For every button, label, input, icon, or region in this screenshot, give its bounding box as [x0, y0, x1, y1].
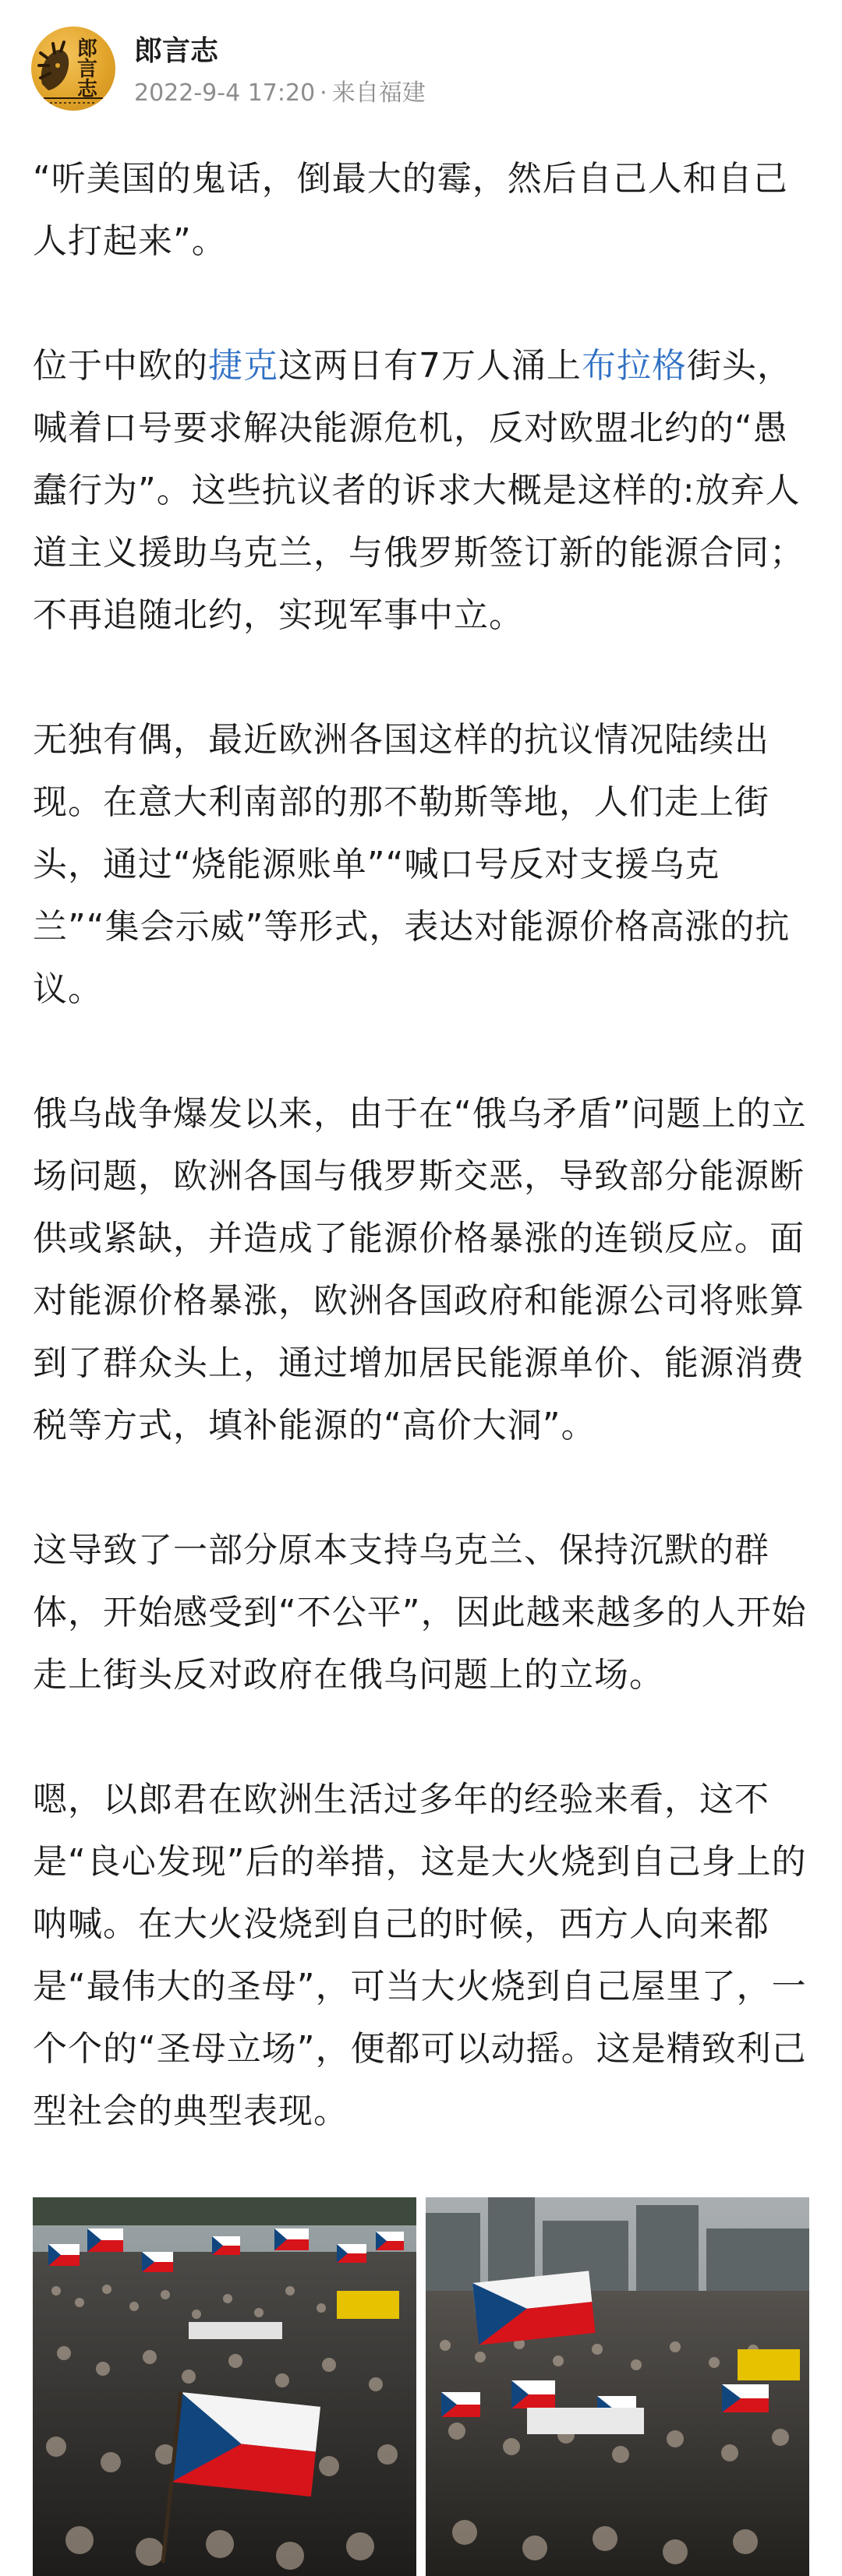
post-paragraph [33, 1769, 812, 2143]
post-paragraph [33, 1519, 812, 1706]
protest-photo-right[interactable] [426, 2197, 809, 2576]
post-paragraph [33, 335, 812, 647]
post-body [33, 148, 812, 2143]
author-name[interactable]: 郎言志 [134, 35, 219, 67]
post-timestamp: 2022-9-4 17:20 [134, 79, 316, 107]
paragraph-text: 俄乌战争爆发以来，由于在“俄乌矛盾”问题上的立场问题，欧洲各国与俄罗斯交恶，导致部分能源断供或紧缺，并造成了能源价格暴涨的连锁反应。面对能源价格暴涨，欧洲各国政府和能源公司将账算到了群众头上，通过增加居民能源单价、能源消费税等方式，填补能源的“高价大洞”。 [33, 1094, 807, 1445]
post-header [31, 26, 811, 118]
avatar[interactable] [31, 26, 115, 111]
meta-separator: · [320, 79, 327, 107]
topic-link[interactable]: 捷克 [208, 346, 278, 386]
paragraph-text: 无独有偶，最近欧洲各国这样的抗议情况陆续出现。在意大利南部的那不勒斯等地，人们走上街头，通过“烧能源账单”“喊口号反对支援乌克兰”“集会示威”等形式，表达对能源价格高涨的抗议。 [33, 720, 791, 1009]
paragraph-text: 街头，喊着口号要求解决能源危机，反对欧盟北约的“愚蠢行为”。这些抗议者的诉求大概是这样的:放弃人道主义援助乌克兰，与俄罗斯签订新的能源合同；不再追随北约，实现军事中立。 [33, 346, 805, 635]
post-paragraph [33, 1083, 812, 1457]
protest-photo-left-image [33, 2197, 416, 2576]
paragraph-text: “听美国的鬼话，倒最大的霉，然后自己人和自己人打起来”。 [33, 159, 788, 261]
photo-grid [33, 2197, 809, 2576]
post-source: 来自福建 [331, 79, 426, 107]
avatar-label: 郎言志 [76, 37, 97, 101]
paragraph-text: 嗯，以郎君在欧洲生活过多年的经验来看，这不是“良心发现”后的举措，这是大火烧到自己身上的呐喊。在大火没烧到自己的时候，西方人向来都是“最伟大的圣母”，可当大火烧到自己屋里了，一个个的“圣母立场”，便都可以动摇。这是精致利己型社会的典型表现。 [33, 1780, 807, 2131]
post-paragraph [33, 709, 812, 1021]
post-meta [134, 78, 426, 109]
paragraph-text: 位于中欧的 [33, 346, 208, 386]
protest-photo-left[interactable] [33, 2197, 416, 2576]
protest-photo-right-image [426, 2197, 809, 2576]
topic-link[interactable]: 布拉格 [582, 346, 687, 386]
paragraph-text: 这两日有7万人涌上 [278, 346, 582, 386]
post-paragraph [33, 148, 812, 273]
paragraph-text: 这导致了一部分原本支持乌克兰、保持沉默的群体，开始感受到“不公平”，因此越来越多的人开始走上街头反对政府在俄乌问题上的立场。 [33, 1530, 807, 1695]
